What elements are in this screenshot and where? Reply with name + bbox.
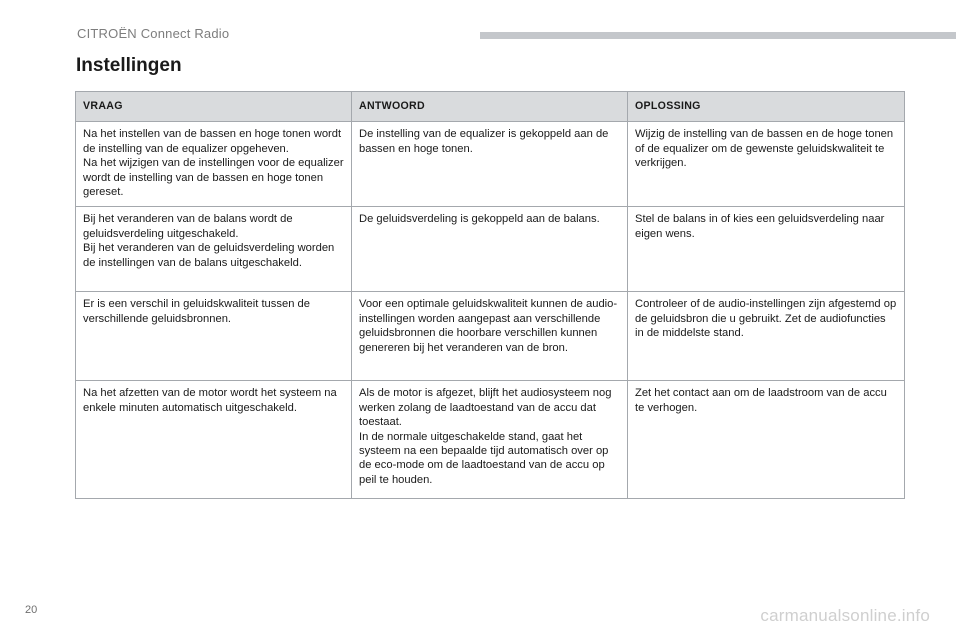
table-header-row [76, 92, 905, 122]
table-row [76, 292, 905, 381]
cell-vraag: Na het instellen van de bassen en hoge tonen wordt de instelling van de equalizer opgeheven. Na het wijzigen van de instellingen voor de equalizer wordt de instelling van de bassen en hoge tonen gereset. [76, 122, 352, 207]
header-bar [480, 32, 956, 39]
cell-oplossing: Wijzig de instelling van de bassen en de hoge tonen of de equalizer om de gewenste geluidskwaliteit te verkrijgen. [628, 122, 905, 207]
column-header-antwoord: ANTWOORD [352, 92, 628, 122]
troubleshooting-table [75, 91, 905, 499]
cell-antwoord: De geluidsverdeling is gekoppeld aan de balans. [352, 207, 628, 292]
table-row [76, 207, 905, 292]
table-row [76, 381, 905, 499]
page-header [0, 0, 960, 44]
cell-antwoord: Voor een optimale geluidskwaliteit kunnen de audio-instellingen worden aangepast aan verschillende geluidsbronnen die hoorbare verschillen kunnen genereren bij het veranderen van de bron. [352, 292, 628, 381]
cell-vraag: Bij het veranderen van de balans wordt de geluidsverdeling uitgeschakeld. Bij het veranderen van de geluidsverdeling worden de instellingen van de balans uitgeschakeld. [76, 207, 352, 292]
cell-vraag: Er is een verschil in geluidskwaliteit tussen de verschillende geluidsbronnen. [76, 292, 352, 381]
brand-name: CITROËN Connect Radio [77, 26, 230, 41]
watermark: carmanualsonline.info [760, 606, 930, 625]
cell-oplossing: Controleer of de audio-instellingen zijn afgestemd op de geluidsbron die u gebruikt. Zet de audiofuncties in de middelste stand. [628, 292, 905, 381]
cell-antwoord: Als de motor is afgezet, blijft het audiosysteem nog werken zolang de laadtoestand van de accu dat toestaat. In de normale uitgeschakelde stand, gaat het systeem na een bepaalde tijd automatisch over op de eco-mode om de laadtoestand van de accu op peil te houden. [352, 381, 628, 499]
cell-vraag: Na het afzetten van de motor wordt het systeem na enkele minuten automatisch uitgeschakeld. [76, 381, 352, 499]
column-header-oplossing: OPLOSSING [628, 92, 905, 122]
cell-oplossing: Stel de balans in of kies een geluidsverdeling naar eigen wens. [628, 207, 905, 292]
cell-oplossing: Zet het contact aan om de laadstroom van de accu te verhogen. [628, 381, 905, 499]
cell-antwoord: De instelling van de equalizer is gekoppeld aan de bassen en hoge tonen. [352, 122, 628, 207]
page-number: 20 [25, 604, 38, 616]
page-title: Instellingen [76, 55, 182, 76]
table-row [76, 122, 905, 207]
column-header-vraag: VRAAG [76, 92, 352, 122]
